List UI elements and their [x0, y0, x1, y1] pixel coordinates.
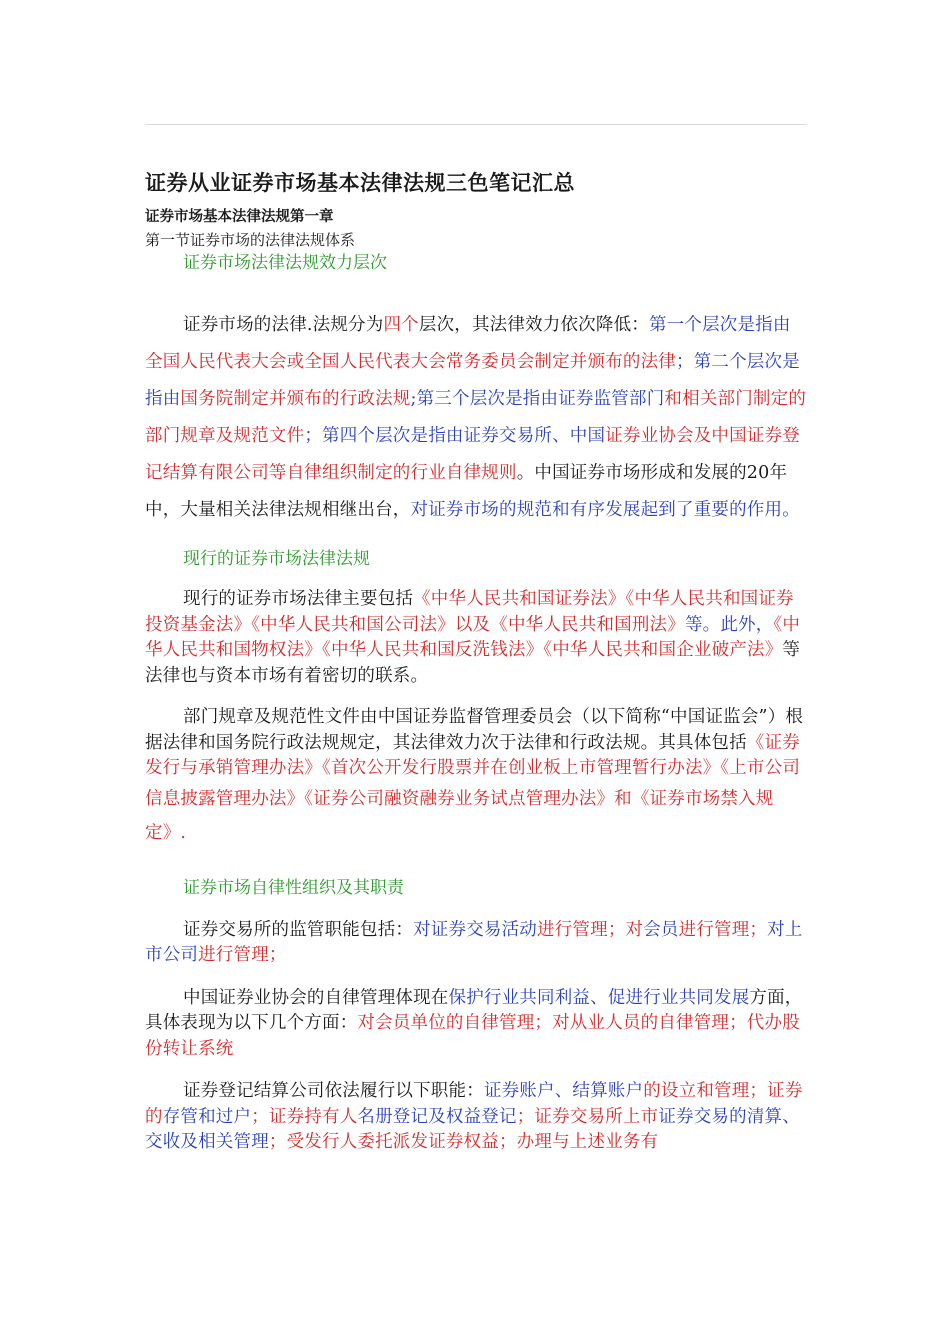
text-run-red: ；受发行人委托派发证券权益；办理与上述业务有: [268, 1132, 659, 1152]
text-run-blue: 存管和过户: [162, 1106, 252, 1127]
text-run: 现行的证券市场法律主要包括: [183, 589, 414, 609]
text-run-red: 和相关部门制定的部门规章及规范文件: [145, 389, 807, 446]
text-run-blue: ；第四个层次是指由证券交易所、中国: [304, 426, 606, 446]
text-run: 中国证券业协会的自律管理体现在: [183, 987, 449, 1008]
chapter-title: 证券市场基本法律法规第一章: [145, 209, 334, 225]
document-title: 证券从业证券市场基本法律法规三色笔记汇总: [145, 171, 575, 195]
text-run-blue: ;第三个层次是指由证券监管部门: [410, 389, 665, 409]
text-run-blue: 证券交易的清算、交收及相关管理: [145, 1106, 800, 1152]
text-run-red: 进行管理；: [198, 945, 287, 965]
text-run-red: 的设立和管理；证券的: [145, 1081, 803, 1127]
text-run: 证券交易所的监管职能包括：: [183, 919, 414, 940]
text-run-blue: 等。此外，: [684, 614, 774, 635]
text-run: 证券登记结算公司依法履行以下职能：: [183, 1081, 484, 1101]
text-run-red: 证券业协会及中国证券登记结算有限公司等自律组织制定的行业自律规则: [145, 426, 800, 483]
text-run-red: 《中华人民共和国证券法》《中华人民共和国证券投资基金法》《中华人民共和国公司法》以及《中华人民共和国刑法》: [145, 589, 794, 635]
section-title: 第一节证券市场的法律法规体系: [145, 231, 356, 249]
subheading-legal-hierarchy: 证券市场法律法规效力层次: [183, 253, 387, 273]
paragraph-current-laws: [145, 587, 807, 689]
text-run-blue: 对证券交易活动: [413, 919, 538, 940]
text-run: 等法律也与资本市场有着密切的联系。: [145, 640, 801, 686]
paragraph-exchange-duties: [145, 918, 807, 969]
header-divider: [145, 124, 807, 125]
paragraph-legal-hierarchy: [145, 307, 807, 529]
text-run-red: 进行管理；对: [537, 919, 644, 940]
paragraph-department-rules: [145, 705, 807, 850]
text-run-red: ；证券持有人: [251, 1106, 358, 1127]
text-run-red: 对会员单位的自律管理；对从业人员的自律管理；代办股份转让系统: [145, 1013, 800, 1059]
text-run-blue: ；第二个层次是指由: [145, 352, 800, 409]
text-run-red: 理办法》和《证券市场禁入规定》.: [145, 788, 774, 843]
text-run-red: 四个: [383, 315, 419, 335]
text-run-red: 《证券发行与承销管理办法》《首次公开发行股票并在创业板上市管理暂行办法》《上市公司信息披露管理办法》《证券公司融资融券业务试点管: [145, 732, 801, 809]
subheading-current-laws: 现行的证券市场法律法规: [183, 549, 370, 569]
text-run: 层次，其法律效力依次降低：: [418, 315, 649, 335]
text-run: 证券市场的法律.法规分为: [183, 315, 384, 335]
text-run-blue: 对上市公司: [145, 919, 803, 965]
text-run-blue: 证券账户、结算账户: [483, 1081, 644, 1101]
document-body: [145, 168, 807, 1156]
text-run-blue: 保护行业共同利益、促进行业共同发展: [448, 987, 750, 1008]
text-run: 方面，具体表现为以下几个方面：: [145, 987, 803, 1033]
text-run-blue: 会员: [643, 919, 679, 940]
text-run-red: 进行管理；: [678, 919, 768, 940]
text-run-blue: 第一个层次是指由: [648, 315, 791, 335]
text-run-red: 全国人民代表大会或全国人民代表大会常务委员会制定并颁布的法律: [145, 352, 676, 372]
subheading-self-regulatory-orgs: 证券市场自律性组织及其职责: [183, 877, 404, 898]
text-run-red: 《中华人民共和国物权法》《中华人民共和国反洗钱法》《中华人民共和国企业破产法》: [145, 614, 801, 660]
text-run-red: ；证券交易所上市: [516, 1106, 659, 1127]
text-run-blue: 名册登记及权益登记: [357, 1106, 517, 1127]
text-run: 部门规章及规范性文件由中国证券监督管理委员会（以下简称“中国证监会”）根据法律和国务院行政法规规定，其法律效力次于法律和行政法规。其具体包括: [145, 707, 804, 753]
text-run: 。中国证券市场形成和发展的20年中，大量相关法律法规相继出台，: [145, 463, 788, 520]
text-run-red: 国务院制定并颁布的行政法规: [180, 389, 411, 409]
paragraph-association-duties: [145, 986, 807, 1063]
paragraph-clearing-duties: [145, 1079, 807, 1156]
text-run-blue: 对证券市场的规范和有序发展起到了重要的作用。: [410, 500, 800, 520]
